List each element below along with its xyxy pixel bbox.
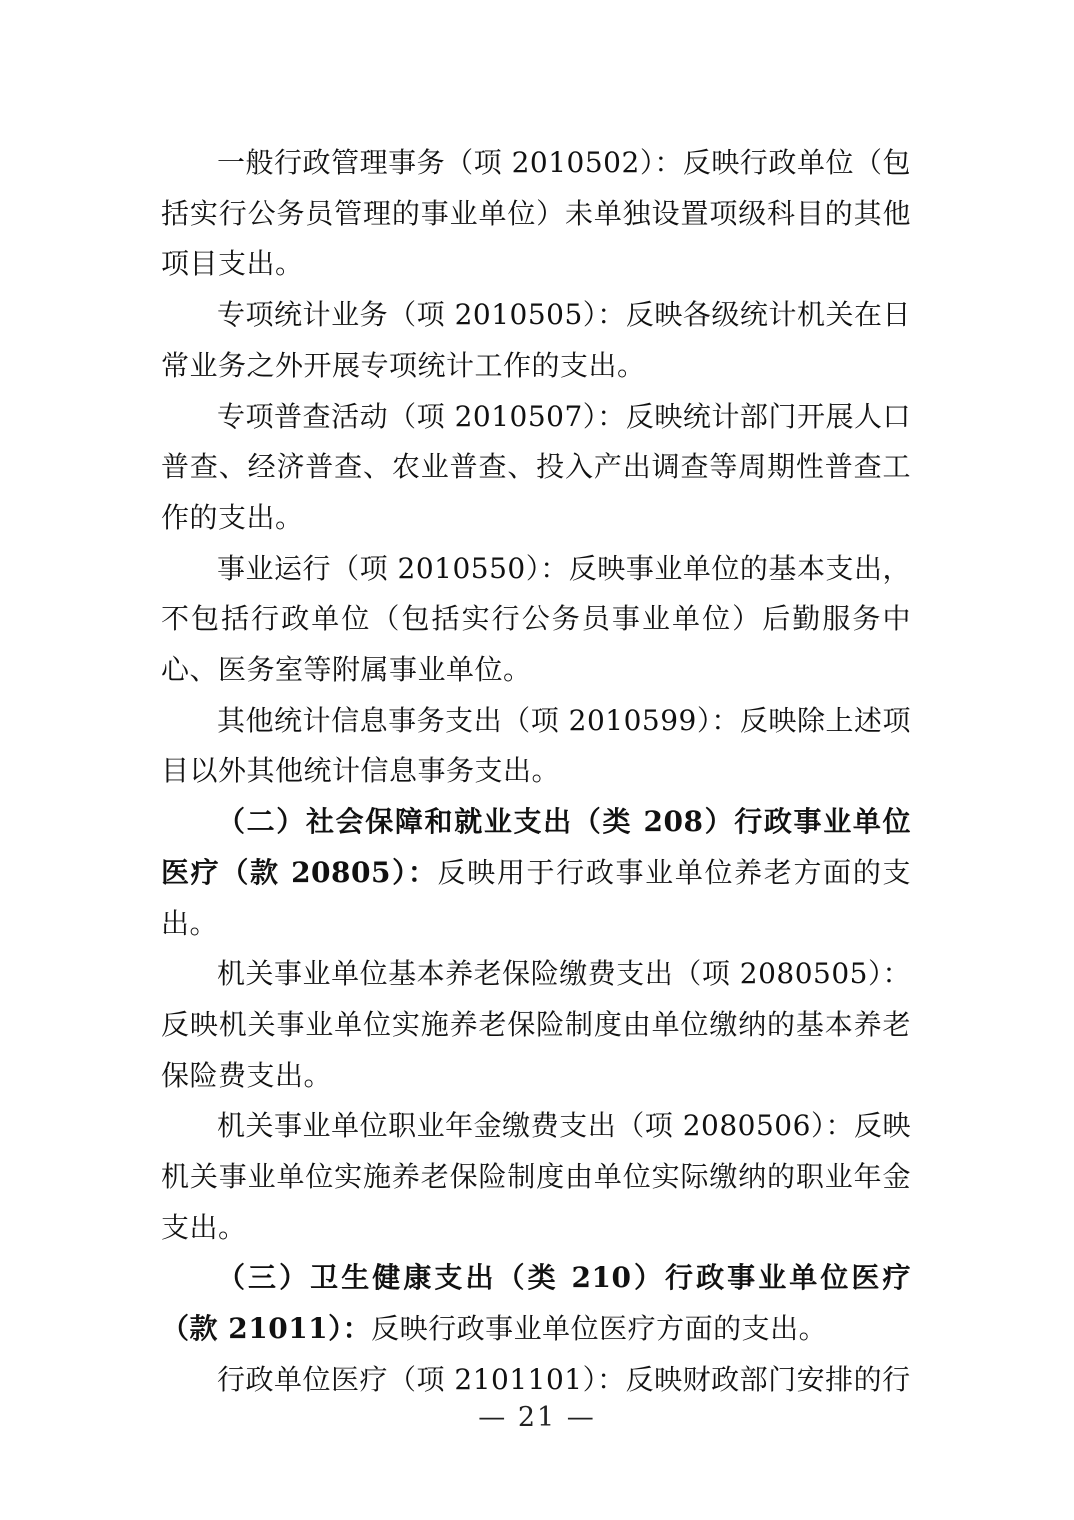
paragraph-text: 事业运行（项 2010550）：反映事业单位的基本支出，不包括行政单位（包括实行公务员事业单位）后勤服务中心、医务室等附属事业单位。	[161, 551, 911, 687]
paragraph-text: 机关事业单位基本养老保险缴费支出（项 2080505）：反映机关事业单位实施养老保险制度由单位缴纳的基本养老保险费支出。	[161, 957, 911, 1092]
document-body	[161, 138, 911, 1406]
paragraph-text: 反映用于行政事业单位养老方面的支出。	[161, 855, 911, 940]
paragraph-section-heading	[161, 797, 911, 949]
paragraph-lead: （二）社会保障和就业支出（类 208）行政事业单位医疗（款 20805）：	[161, 805, 911, 889]
paragraph-text: 机关事业单位职业年金缴费支出（项 2080506）：反映机关事业单位实施养老保险制度由单位实际缴纳的职业年金支出。	[161, 1109, 911, 1244]
paragraph	[161, 544, 911, 696]
paragraph	[161, 290, 911, 391]
page-footer	[0, 1402, 1074, 1433]
paragraph-text: 其他统计信息事务支出（项 2010599）：反映除上述项目以外其他统计信息事务支出。	[161, 703, 911, 788]
paragraph-text: 行政单位医疗（项 2101101）：反映财政部门安排的行	[217, 1362, 911, 1396]
paragraph-text: 专项普查活动（项 2010507）：反映统计部门开展人口普查、经济普查、农业普查、投入产出调查等周期性普查工作的支出。	[161, 399, 911, 534]
paragraph	[161, 949, 911, 1101]
paragraph	[161, 1101, 911, 1253]
page-number: — 21 —	[478, 1402, 596, 1433]
paragraph	[161, 138, 911, 290]
paragraph	[161, 392, 911, 544]
paragraph	[161, 1355, 911, 1406]
paragraph-text: 反映行政事业单位医疗方面的支出。	[371, 1312, 828, 1346]
paragraph-section-heading	[161, 1253, 911, 1354]
paragraph-text: 一般行政管理事务（项 2010502）：反映行政单位（包括实行公务员管理的事业单位）未单独设置项级科目的其他项目支出。	[161, 146, 911, 281]
paragraph-text: 专项统计业务（项 2010505）：反映各级统计机关在日常业务之外开展专项统计工作的支出。	[161, 298, 911, 382]
paragraph-lead: （三）卫生健康支出（类 210）行政事业单位医疗（款 21011）：	[161, 1261, 911, 1346]
paragraph	[161, 696, 911, 797]
